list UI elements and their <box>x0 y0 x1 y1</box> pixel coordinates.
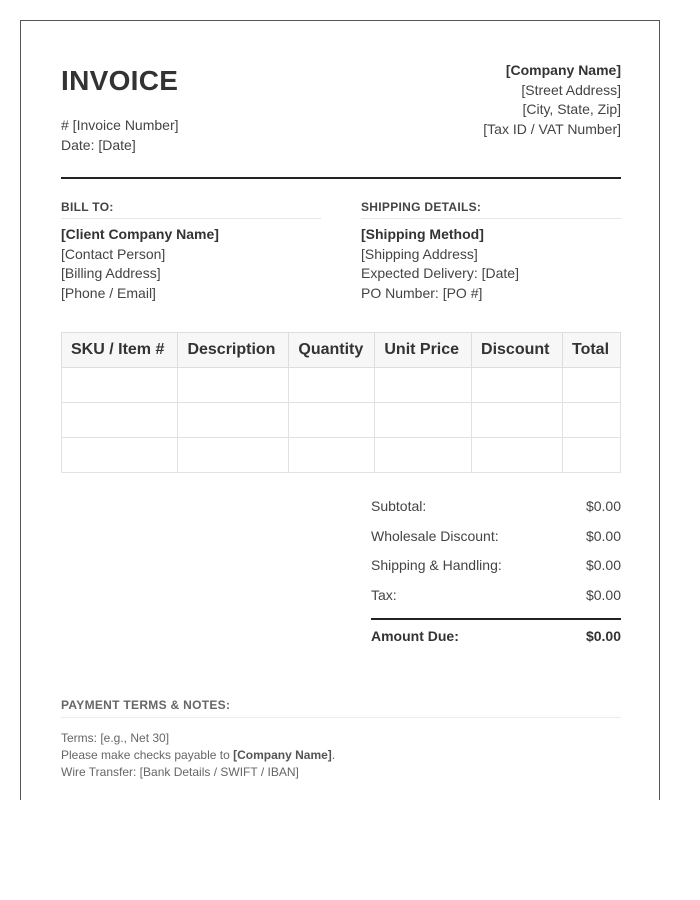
table-cell[interactable] <box>472 403 563 438</box>
shipping-address: [Shipping Address] <box>361 245 478 262</box>
billing-address: [Billing Address] <box>61 265 161 282</box>
invoice-page <box>20 20 660 800</box>
subtotal-label: Subtotal: <box>371 498 427 514</box>
shipping-section <box>361 200 621 304</box>
items-table <box>61 332 621 473</box>
items-header-row <box>62 333 621 368</box>
shipping-label: Shipping & Handling: <box>371 557 502 573</box>
table-cell[interactable] <box>178 403 289 438</box>
payment-terms: Terms: [e.g., Net 30] <box>61 731 170 745</box>
wire-transfer: Wire Transfer: [Bank Details / SWIFT / IBAN] <box>61 765 299 779</box>
column-discount: Discount <box>472 333 563 368</box>
subtotal-row <box>371 496 621 526</box>
table-cell[interactable] <box>472 438 563 473</box>
contact-person: [Contact Person] <box>61 245 166 262</box>
expected-delivery: Expected Delivery: [Date] <box>361 265 519 282</box>
checks-suffix: . <box>331 748 336 762</box>
table-cell[interactable] <box>62 438 178 473</box>
shipping-value: $0.00 <box>585 557 621 573</box>
table-cell[interactable] <box>62 368 178 403</box>
table-cell[interactable] <box>375 403 472 438</box>
amount-due-label: Amount Due: <box>371 628 459 644</box>
invoice-title: INVOICE <box>61 65 179 96</box>
tax-row <box>371 585 621 615</box>
company-name: [Company Name] <box>505 62 621 78</box>
table-row <box>62 438 621 473</box>
invoice-number: # [Invoice Number] <box>61 117 179 133</box>
amount-due-row <box>371 618 621 646</box>
invoice-date: Date: [Date] <box>61 137 136 153</box>
discount-row <box>371 526 621 556</box>
totals-section <box>371 496 621 646</box>
table-cell[interactable] <box>62 403 178 438</box>
company-street: [Street Address] <box>521 81 621 98</box>
phone-email: [Phone / Email] <box>61 285 156 302</box>
discount-label: Wholesale Discount: <box>371 527 499 544</box>
subtotal-value: $0.00 <box>585 498 621 514</box>
invoice-meta <box>61 115 179 155</box>
checks-company: [Company Name] <box>233 748 332 762</box>
shipping-heading: SHIPPING DETAILS: <box>361 200 621 219</box>
table-cell[interactable] <box>178 368 289 403</box>
checks-prefix: Please make checks payable to <box>61 748 234 762</box>
table-cell[interactable] <box>375 368 472 403</box>
amount-due-value: $0.00 <box>585 628 621 644</box>
header-divider <box>61 177 621 179</box>
po-number: PO Number: [PO #] <box>361 285 483 302</box>
company-tax-id: [Tax ID / VAT Number] <box>483 120 621 137</box>
discount-value: $0.00 <box>585 527 621 544</box>
notes-section <box>61 698 621 781</box>
table-row <box>62 403 621 438</box>
table-cell[interactable] <box>562 368 620 403</box>
column-quantity: Quantity <box>289 333 375 368</box>
table-cell[interactable] <box>289 403 375 438</box>
company-city: [City, State, Zip] <box>522 101 621 117</box>
table-cell[interactable] <box>375 438 472 473</box>
table-cell[interactable] <box>562 438 620 473</box>
column-total: Total <box>562 333 620 368</box>
table-row <box>62 368 621 403</box>
table-cell[interactable] <box>472 368 563 403</box>
bill-to-heading: BILL TO: <box>61 200 321 219</box>
bill-to-section <box>61 200 321 304</box>
tax-label: Tax: <box>371 586 397 603</box>
table-cell[interactable] <box>289 438 375 473</box>
checks-payable <box>61 747 621 764</box>
table-cell[interactable] <box>178 438 289 473</box>
shipping-method: [Shipping Method] <box>361 226 484 242</box>
column-unit-price: Unit Price <box>375 333 472 368</box>
shipping-row <box>371 555 621 585</box>
company-info <box>483 61 621 139</box>
table-cell[interactable] <box>289 368 375 403</box>
client-company: [Client Company Name] <box>61 226 219 242</box>
tax-value: $0.00 <box>585 586 621 603</box>
table-cell[interactable] <box>562 403 620 438</box>
notes-heading: PAYMENT TERMS & NOTES: <box>61 698 621 718</box>
column-sku: SKU / Item # <box>62 333 178 368</box>
column-description: Description <box>178 333 289 368</box>
